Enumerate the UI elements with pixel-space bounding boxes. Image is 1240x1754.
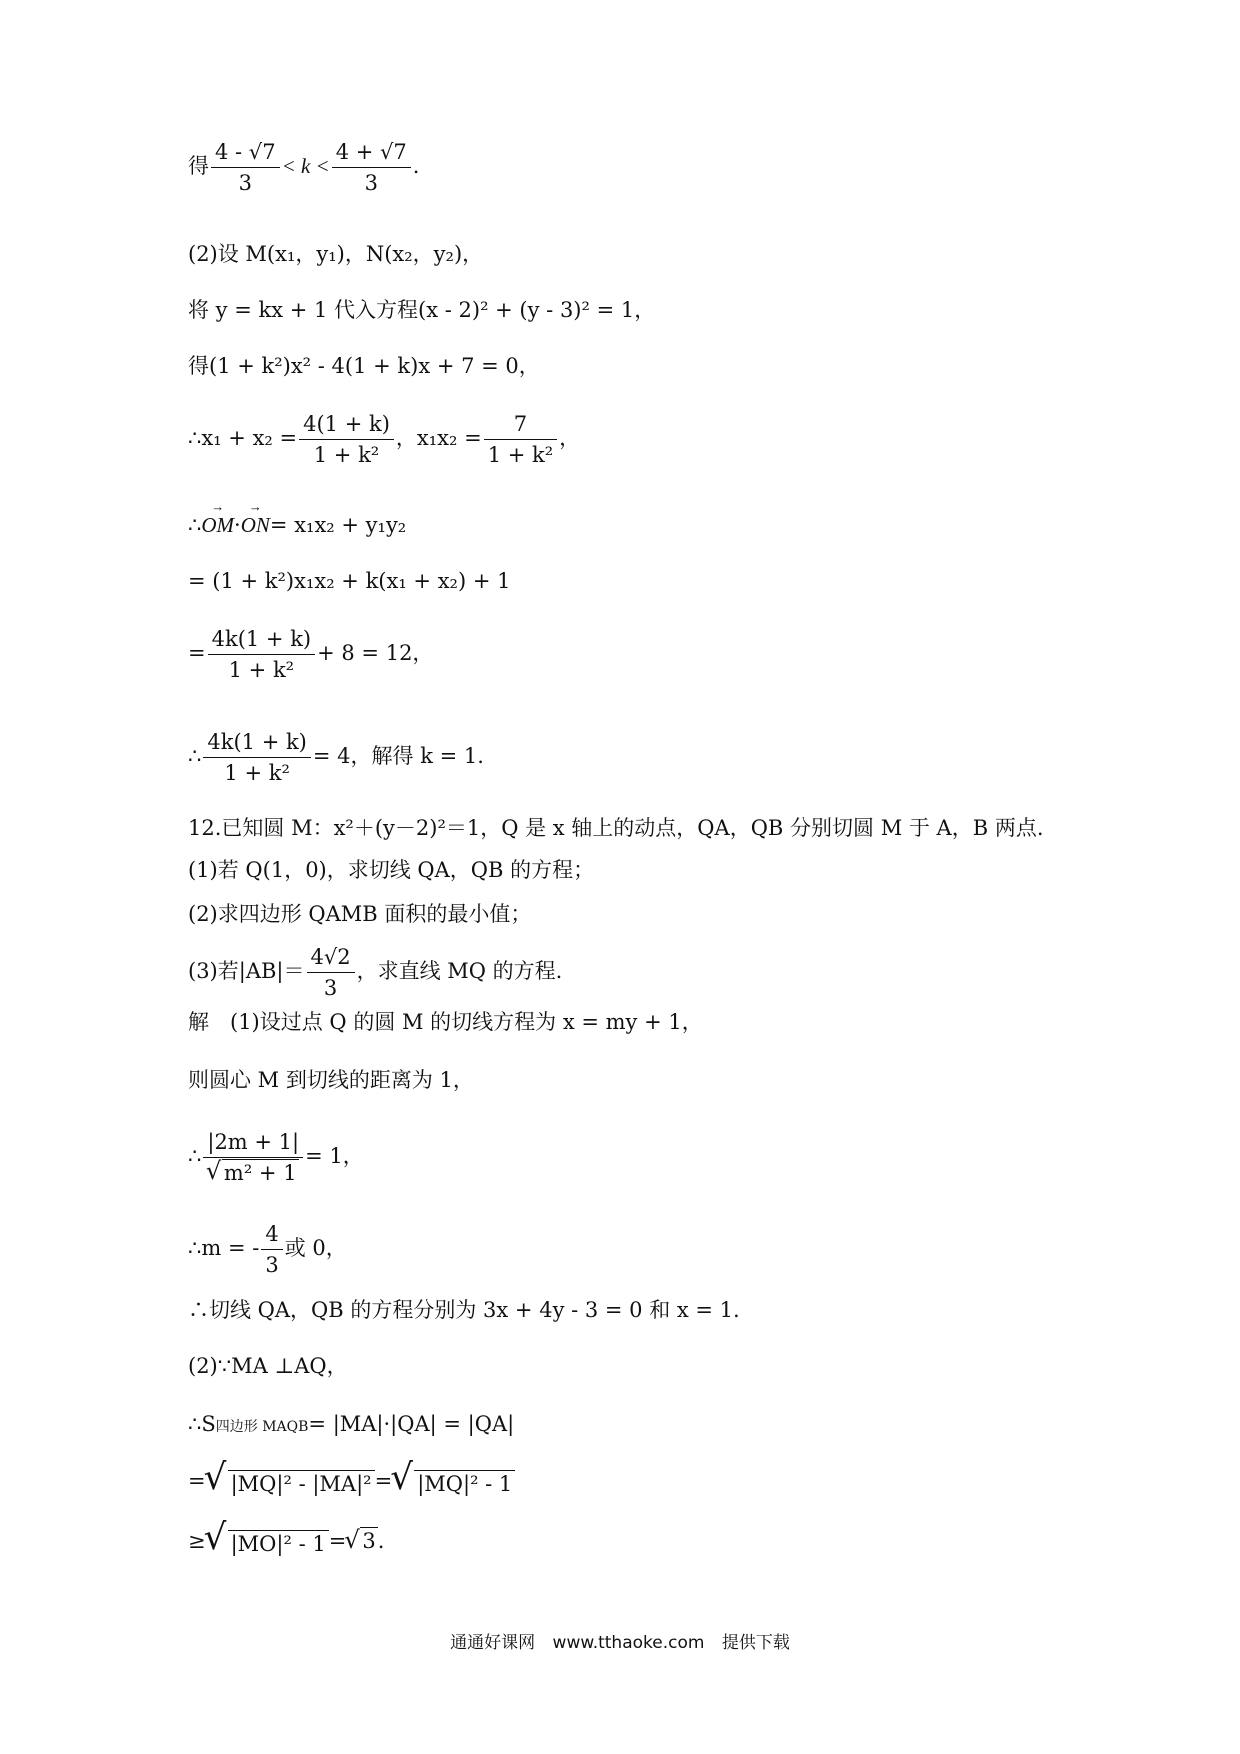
text: ∴	[188, 513, 202, 537]
text: =	[374, 1469, 393, 1493]
numerator: 4k(1 + k)	[203, 730, 311, 758]
solution-line-6: (2)∵MA ⊥AQ，	[188, 1354, 348, 1378]
numerator: 4 - √7	[211, 140, 280, 168]
footer-url-link[interactable]: www.tthaoke.com	[552, 1633, 705, 1653]
numerator: 4k(1 + k)	[208, 627, 316, 655]
text: = 4，解得 k = 1.	[312, 744, 484, 769]
page-footer	[0, 1628, 1240, 1653]
text: ，x₁x₂ =	[395, 426, 482, 451]
numerator: 4	[261, 1222, 282, 1250]
radicand: |MQ|² - 1	[414, 1470, 515, 1495]
numerator: |2m + 1|	[203, 1130, 303, 1158]
text: .	[412, 154, 420, 179]
solution-line-4	[188, 1222, 347, 1277]
sqrt	[392, 1470, 515, 1495]
line-7: = (1 + k²)x₁x₂ + k(x₁ + x₂) + 1	[188, 569, 511, 593]
text: =	[188, 641, 206, 666]
text: ，	[559, 426, 581, 451]
solution-line-7	[188, 1414, 514, 1435]
sqrt	[206, 1470, 375, 1495]
denominator: 1 + k²	[313, 443, 380, 468]
solution-line-9	[188, 1530, 384, 1555]
numerator: 4√2	[307, 945, 355, 973]
denominator: 1 + k²	[224, 761, 290, 786]
denominator: 3	[238, 171, 252, 196]
fraction	[203, 730, 311, 785]
problem-12-part-3	[188, 945, 562, 1000]
denominator: 3	[323, 976, 338, 1001]
text: 得	[188, 154, 209, 179]
denominator: 1 + k²	[228, 658, 295, 683]
line-9	[188, 730, 484, 785]
denominator: 3	[265, 1253, 279, 1278]
fraction	[299, 412, 394, 467]
text: 或 0，	[284, 1236, 347, 1261]
line-4: 得(1 + k²)x² - 4(1 + k)x + 7 = 0，	[188, 354, 540, 378]
text: ·	[234, 513, 241, 537]
problem-12-part-2: (2)求四边形 QAMB 面积的最小值；	[188, 902, 532, 926]
text: ∴	[188, 1144, 202, 1169]
footer-site-name: 通通好课网	[450, 1633, 536, 1653]
numerator: 4 + √7	[332, 140, 411, 168]
denominator	[203, 1158, 303, 1185]
text: ∴x₁ + x₂ =	[188, 426, 298, 451]
solution-line-5: ∴切线 QA，QB 的方程分别为 3x + 4y - 3 = 0 和 x = 1.	[188, 1298, 740, 1322]
text: =	[328, 1529, 347, 1553]
text: .	[377, 1529, 385, 1553]
fraction	[307, 945, 355, 1000]
footer-note: 提供下载	[721, 1633, 790, 1653]
fraction	[203, 1130, 303, 1185]
subscript: 四边形 MAQB	[215, 1419, 309, 1435]
line-3: 将 y = kx + 1 代入方程(x - 2)² + (y - 3)² = 1，	[188, 298, 656, 322]
text: (3)若|AB|＝	[188, 959, 305, 984]
radicand: |MO|² - 1	[228, 1530, 329, 1555]
solution-line-8	[188, 1470, 515, 1495]
line-5	[188, 412, 580, 467]
text: ∴S	[188, 1412, 216, 1436]
sqrt	[206, 1530, 329, 1555]
vector-on: → ON	[241, 515, 270, 536]
denominator: 3	[364, 171, 378, 196]
line-6	[188, 515, 406, 536]
fraction-upper	[332, 140, 411, 195]
fraction	[208, 627, 316, 682]
fraction	[484, 412, 557, 467]
line-2: (2)设 M(x₁，y₁)，N(x₂，y₂)，	[188, 242, 484, 266]
problem-12-part-1: (1)若 Q(1，0)，求切线 QA，QB 的方程；	[188, 858, 595, 882]
numerator: 4(1 + k)	[299, 412, 394, 440]
text: ∴m = -	[188, 1236, 260, 1261]
text: < k <	[281, 154, 330, 179]
denominator: 1 + k²	[487, 443, 554, 468]
vector-om: → OM	[201, 515, 234, 536]
sqrt	[208, 1161, 299, 1185]
solution-line-3	[188, 1130, 364, 1185]
radicand: 3	[362, 1529, 376, 1553]
line-8	[188, 627, 433, 682]
fraction-lower	[211, 140, 280, 195]
problem-12-statement: 12.已知圆 M：x²＋(y－2)²＝1，Q 是 x 轴上的动点，QA，QB 分别切圆 M 于 A，B 两点.	[188, 816, 1044, 840]
numerator: 7	[484, 412, 557, 440]
solution-line-1: 解 (1)设过点 Q 的圆 M 的切线方程为 x = my + 1，	[188, 1010, 703, 1034]
text: = 1，	[305, 1144, 364, 1169]
sqrt	[346, 1531, 377, 1552]
fraction	[261, 1222, 282, 1277]
radicand: |MQ|² - |MA|²	[228, 1470, 375, 1495]
text: ∴	[188, 744, 202, 769]
text: = x₁x₂ + y₁y₂	[269, 513, 407, 537]
text: = |MA|·|QA| = |QA|	[308, 1412, 515, 1436]
text: =	[188, 1469, 206, 1493]
line-1	[188, 140, 419, 195]
text: ，求直线 MQ 的方程.	[356, 959, 563, 984]
radicand: m² + 1	[223, 1161, 297, 1186]
text: + 8 = 12，	[317, 641, 434, 666]
text: ≥	[188, 1529, 206, 1553]
solution-line-2: 则圆心 M 到切线的距离为 1，	[188, 1068, 474, 1092]
